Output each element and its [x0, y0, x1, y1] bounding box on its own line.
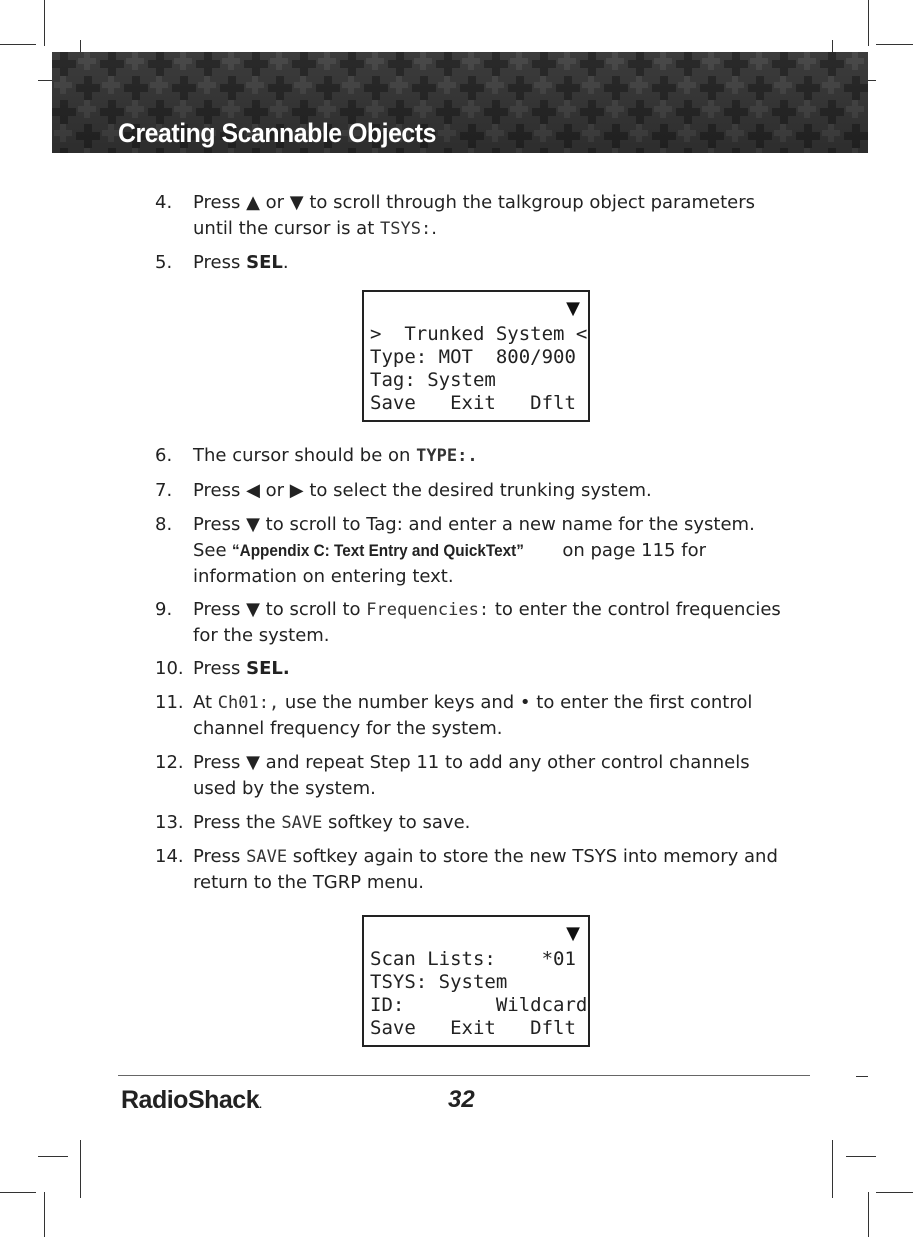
page-title: Creating Scannable Objects: [118, 118, 436, 148]
crop-mark: [868, 0, 869, 46]
step-text: [193, 656, 793, 682]
lcd-display-trunked-system: [362, 290, 590, 422]
footer-divider: [118, 1075, 810, 1076]
crop-mark: [0, 44, 36, 45]
crop-mark: [80, 1140, 81, 1198]
crop-mark: [856, 1076, 868, 1077]
step-text-part: At: [193, 692, 218, 713]
step-number: 14.: [155, 846, 184, 867]
step-text-part: Press ▼ to scroll to Tag: and enter a new name for the system. See: [193, 514, 755, 561]
appendix-link[interactable]: “Appendix C: Text Entry and QuickText”: [232, 541, 525, 560]
brand-mark: .: [259, 1100, 262, 1111]
step-text-part: Press ▼ to scroll to: [193, 599, 367, 620]
lcd-row: Tag: System: [370, 369, 496, 391]
crop-mark: [876, 1192, 913, 1193]
step-text: [193, 597, 793, 649]
lcd-code: SAVE: [246, 847, 288, 867]
step-text: [193, 690, 793, 742]
step-text-part: .: [431, 218, 437, 239]
lcd-code: Ch01:,: [217, 693, 280, 713]
crop-mark: [44, 0, 45, 46]
lcd-code: TSYS:: [380, 219, 432, 239]
header-banner: [52, 52, 868, 153]
step-text: [193, 512, 793, 590]
step-number: 5.: [155, 252, 173, 273]
step-number: 13.: [155, 812, 184, 833]
crop-mark: [868, 1192, 869, 1237]
step-text-part: to enter the control frequencies for the system.: [193, 599, 781, 646]
step-text-part: Press: [193, 658, 247, 679]
step-number: 7.: [155, 480, 173, 501]
scroll-down-icon: ▼: [566, 923, 580, 944]
step-text-part: The cursor should be on: [193, 445, 417, 466]
step-text: [193, 250, 793, 276]
crop-mark: [44, 1192, 45, 1237]
lcd-row: ID: Wildcard: [370, 994, 588, 1016]
step-number: 4.: [155, 192, 173, 213]
step-text: [193, 844, 793, 896]
step-text: [193, 810, 793, 836]
step-number: 9.: [155, 599, 173, 620]
step-number: 10.: [155, 658, 184, 679]
crop-mark: [832, 1140, 833, 1198]
lcd-row: Save Exit Dflt: [370, 392, 576, 414]
brand-logo: [121, 1086, 261, 1115]
step-text-part: softkey to save.: [322, 812, 471, 833]
crop-mark: [876, 44, 913, 45]
step-text: [193, 443, 793, 469]
step-number: 6.: [155, 445, 173, 466]
brand-name: RadioShack: [121, 1086, 260, 1114]
lcd-row: > Trunked System <: [370, 323, 588, 345]
step-text-part: Press ▲ or ▼ to scroll through the talkgroup object parameters until the cursor is at: [193, 192, 755, 239]
lcd-code: TYPE:.: [416, 446, 478, 466]
lcd-code: SAVE: [281, 813, 323, 833]
step-text-part: use the number keys and • to enter the first control channel frequency for the system.: [193, 692, 753, 739]
step-text-part: .: [282, 252, 289, 273]
step-text-part: softkey again to store the new TSYS into memory and return to the TGRP menu.: [193, 846, 778, 893]
page-number: 32: [448, 1086, 475, 1113]
step-text-part: on page 115 for information on entering text.: [193, 540, 706, 587]
step-text: [193, 190, 793, 242]
step-number: 8.: [155, 514, 173, 535]
step-text: Press ◀ or ▶ to select the desired trunking system.: [193, 480, 652, 501]
lcd-row: Save Exit Dflt: [370, 1017, 576, 1039]
step-number: 12.: [155, 752, 184, 773]
lcd-row: Scan Lists: *01: [370, 948, 576, 970]
step-text: Press ▼ and repeat Step 11 to add any other control channels used by the system.: [193, 752, 750, 799]
step-text-part: Press: [193, 846, 247, 867]
lcd-code: Frequencies:: [366, 600, 490, 620]
lcd-row: Type: MOT 800/900: [370, 346, 576, 368]
step-text-part: Press the: [193, 812, 282, 833]
crop-mark: [38, 1156, 68, 1157]
lcd-display-tgrp: [362, 915, 590, 1047]
crop-mark: [846, 1156, 876, 1157]
crop-mark: [0, 1192, 36, 1193]
key-name: SEL.: [246, 658, 290, 679]
scroll-down-icon: ▼: [566, 298, 580, 319]
step-number: 11.: [155, 692, 184, 713]
lcd-row: TSYS: System: [370, 971, 508, 993]
key-name: SEL: [246, 252, 283, 273]
step-text-part: Press: [193, 252, 247, 273]
